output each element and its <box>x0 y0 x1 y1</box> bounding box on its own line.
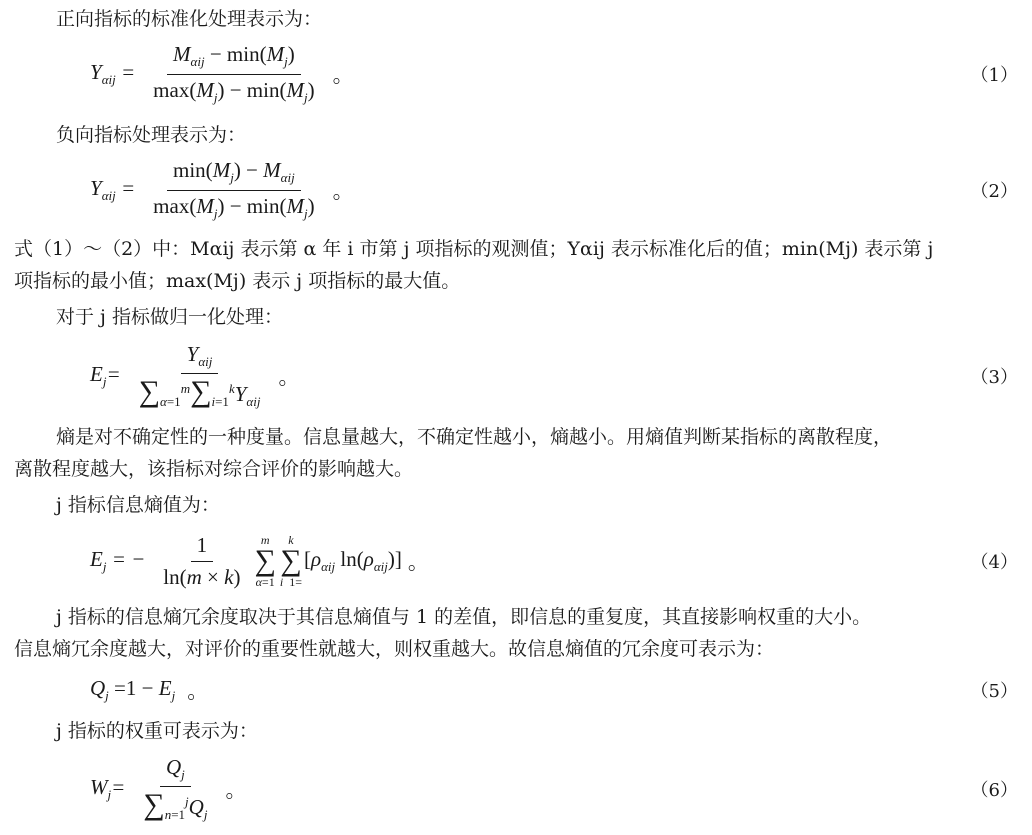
equation-3-row <box>0 342 1032 410</box>
equation-4-period: 。 <box>407 550 429 574</box>
equation-2-lhs: $Y_{\alpha ij}$ = <box>90 175 136 204</box>
paragraph-negative-normalization: 负向指标处理表示为： <box>56 124 247 146</box>
equation-4-numerator: 1 <box>191 533 214 562</box>
paragraph-positive-normalization: 正向指标的标准化处理表示为： <box>56 8 323 30</box>
paragraph-normalization: 对于 j 指标做归一化处理： <box>56 306 283 328</box>
equation-1-denominator: $\max(M_j) - \min(M_j)$ <box>153 77 315 105</box>
equation-1-lhs: $Y_{\alpha ij}$ = <box>90 59 136 88</box>
equation-2-numerator: $\min(M_j) - M_{\alpha ij}$ <box>167 158 301 190</box>
equation-3-number: （3） <box>970 367 1018 388</box>
equation-2-fraction <box>147 158 320 221</box>
equation-3-numerator: $Y_{\alpha ij}$ <box>181 342 219 374</box>
paragraph-definitions-line-1: 式（1）～（2）中：Mαij 表示第 α 年 i 市第 j 项指标的观测值；Yαij 表示标准化后的值；min(Mj) 表示第 j <box>14 238 934 260</box>
equation-6-numerator: $Q_j$ <box>160 755 191 787</box>
equation-5 <box>90 672 208 708</box>
equation-4-fraction <box>157 533 246 590</box>
paragraph-definitions-line-2: 项指标的最小值；max(Mj) 表示 j 项指标的最大值。 <box>14 270 461 292</box>
equation-1-fraction <box>147 42 320 105</box>
equation-2-row <box>0 160 1032 220</box>
paragraph-redundancy-line-1: j 指标的信息熵冗余度取决于其信息熵值与 1 的差值，即信息的重复度，其直接影响权重的大小。 <box>56 606 872 628</box>
equation-6-row <box>0 756 1032 822</box>
equation-3-lhs: $E_j=$ <box>90 361 121 390</box>
equation-3 <box>90 342 299 410</box>
equation-4-sum-i: k ∑ i 1= <box>279 533 302 589</box>
equation-4-denominator: ln(m × k) <box>163 564 241 589</box>
equation-4-lhs: $E_j$ = − <box>90 546 146 575</box>
equation-1-number: （1） <box>970 65 1018 86</box>
equation-4-body: [$\rho_{\alpha ij}$ $\ln(\rho_{\alpha ij})$] <box>303 546 402 575</box>
equation-6-period: 。 <box>225 778 247 802</box>
equation-4-row <box>0 528 1032 594</box>
equation-5-period: 。 <box>187 679 209 703</box>
equation-1-numerator: $M_{\alpha ij} - \min(M_j)$ <box>167 42 301 74</box>
equation-2-number: （2） <box>970 181 1018 202</box>
paragraph-weight: j 指标的权重可表示为： <box>56 720 258 742</box>
equation-2-denominator: $\max(M_j) - \min(M_j)$ <box>153 193 315 221</box>
equation-4-sum-alpha: m ∑ α=1 <box>254 533 276 589</box>
equation-6 <box>90 756 246 822</box>
equation-2-period: 。 <box>332 179 354 203</box>
equation-5-lhs: $Q_j =1 - E_j$ <box>90 675 176 704</box>
paragraph-entropy-value: j 指标信息熵值为： <box>56 494 220 516</box>
equation-2 <box>90 160 354 220</box>
equation-3-period: 。 <box>278 365 300 389</box>
paragraph-entropy-line-2: 离散程度越大，该指标对综合评价的影响越大。 <box>14 458 414 480</box>
equation-1-row <box>0 44 1032 104</box>
equation-4 <box>90 528 429 594</box>
equation-6-denominator: $\sum_{n=1}^jQ_j$ <box>143 788 208 823</box>
equation-6-number: （6） <box>970 780 1018 801</box>
equation-6-lhs: $W_j=$ <box>90 774 126 803</box>
equation-5-number: （5） <box>970 681 1018 702</box>
equation-1 <box>90 44 354 104</box>
equation-6-fraction <box>137 755 213 823</box>
equation-3-denominator: $\sum_{\alpha=1}^m\sum_{i=1}^kY_{\alpha ij}$ <box>138 375 261 410</box>
paragraph-entropy-line-1: 熵是对不确定性的一种度量。信息量越大，不确定性越小，熵越小。用熵值判断某指标的离散程度， <box>56 426 893 448</box>
equation-3-fraction <box>133 342 267 410</box>
equation-1-period: 。 <box>332 63 354 87</box>
equation-4-number: （4） <box>970 552 1018 573</box>
paragraph-redundancy-line-2: 信息熵冗余度越大，对评价的重要性就越大，则权重越大。故信息熵值的冗余度可表示为： <box>14 638 775 660</box>
equation-5-row <box>0 672 1032 708</box>
